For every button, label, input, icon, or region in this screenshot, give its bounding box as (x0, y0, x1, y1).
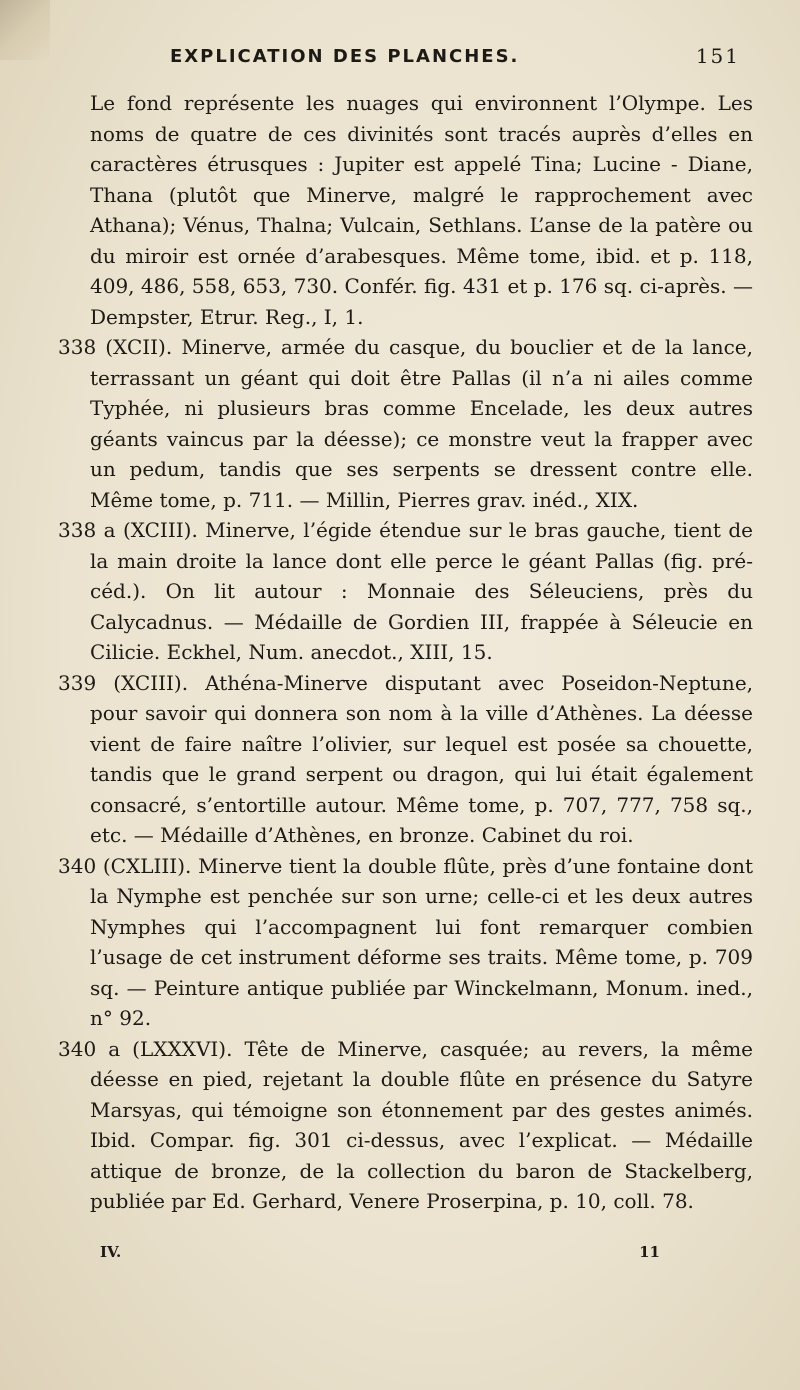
running-title: EXPLICATION DES PLANCHES. (170, 46, 520, 67)
entry-number: 340 a (LXXXVI). (58, 1036, 233, 1061)
paragraph-text: Le fond représente les nuages qui environnent l’Olympe. Les noms de quatre de ces divinités sont tracés auprès d’elles en caractères étrusques : Jupiter est appelé Tina; Lucine - Diane, Thana (plutôt que Minerve, malgré le rapprochement avec Athana); Vénus, Thalna; Vulcain, Sethlans. L’anse de la patère ou du miroir est ornée d’arabesques. Même tome, ibid. et p. 118, 409, 486, 558, 653, 730. Confér. fig. 431 et p. 176 sq. ci-après. — Dempster, Etrur. Reg., I, 1. (90, 91, 753, 329)
page-footer (100, 1243, 700, 1265)
plate-entry-340a (58, 1034, 753, 1217)
intro-paragraph (58, 88, 753, 332)
running-header (170, 42, 750, 72)
page-number: 151 (695, 44, 740, 68)
signature-mark-left: IV. (100, 1243, 122, 1261)
signature-mark-right: 11 (639, 1243, 660, 1261)
entry-number: 338 (XCII). (58, 335, 173, 359)
entry-text: Tête de Minerve, casquée; au revers, la même déesse en pied, rejetant la double flûte en présence du Satyre Marsyas, qui témoigne son étonnement par des gestes animés. Ibid. Compar. fig. 301 ci-dessus, avec l’explicat. — Médaille attique de bronze, de la collection du baron de Stackelberg, publiée par Ed. Gerhard, Venere Proserpina, p. 10, coll. 78. (90, 1036, 753, 1213)
page-body (58, 88, 753, 1217)
plate-entry-338 (58, 332, 753, 515)
page-corner-shadow (0, 0, 50, 60)
entry-text: Minerve, l’égide étendue sur le bras gauche, tient de la main droite la lance dont elle perce le géant Pallas (fig. pré-céd.). On lit autour : Monnaie des Séleuciens, près du Calycadnus. — Médaille de Gordien III, frappée à Séleucie en Cilicie. Eckhel, Num. anecdot., XIII, 15. (90, 518, 753, 664)
entry-text: Minerve, armée du casque, du bouclier et de la lance, terrassant un géant qui doit être Pallas (il n’a ni ailes comme Typhée, ni plusieurs bras comme Encelade, les deux autres géants vaincus par la déesse); ce monstre veut la frapper avec un pedum, tandis que ses serpents se dressent contre elle. Même tome, p. 711. — Millin, Pierres grav. inéd., XIX. (90, 335, 754, 512)
plate-entry-340 (58, 851, 753, 1034)
plate-entry-338a (58, 515, 753, 668)
entry-number: 339 (XCIII). (58, 670, 189, 695)
entry-number: 338 a (XCIII). (58, 518, 198, 542)
entry-text: Minerve tient la double flûte, près d’une fontaine dont la Nymphe est penchée sur son urne; celle-ci et les deux autres Nymphes qui l’accompagnent lui font remarquer combien l’usage de cet instrument déforme ses traits. Même tome, p. 709 sq. — Peinture antique publiée par Winckelmann, Monum. ined., n° 92. (90, 853, 753, 1030)
plate-entry-339 (58, 668, 753, 851)
entry-text: Athéna-Minerve disputant avec Poseidon-Neptune, pour savoir qui donnera son nom à la ville d’Athènes. La déesse vient de faire naître l’olivier, sur lequel est posée sa chouette, tandis que le grand serpent ou dragon, qui lui était également consacré, s’entortille autour. Même tome, p. 707, 777, 758 sq., etc. — Médaille d’Athènes, en bronze. Cabinet du roi. (90, 670, 754, 847)
entry-number: 340 (CXLIII). (58, 853, 192, 878)
